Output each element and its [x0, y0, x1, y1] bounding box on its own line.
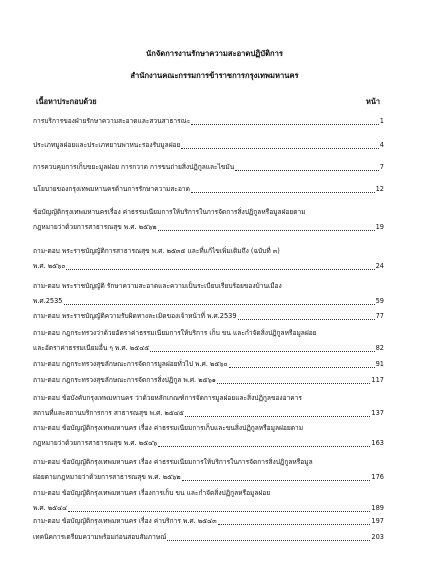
toc-entry-text: พ.ศ.2535	[33, 297, 63, 305]
dot-leader	[158, 230, 375, 231]
toc-entry	[33, 309, 384, 324]
toc-entry	[33, 160, 384, 175]
toc-entry	[33, 486, 384, 516]
toc-page-number: 12	[375, 185, 384, 193]
toc-entry-text: เทคนิคการเตรียมความพร้อมก่อนสอบสัมภาษณ์	[33, 533, 167, 541]
toc-entry-text: ถาม-ตอบ ข้อบังคับกรุงเทพมหานคร ว่าด้วยหลักเกณฑ์การจัดการมูลฝอยและสิ่งปฏิกูลของอาคาร	[33, 394, 302, 402]
toc-entry	[33, 326, 384, 356]
toc-entry-text: ถาม-ตอบ ข้อบัญญัติกรุงเทพมหานคร เรื่อง ค่าบริการ พ.ศ. ๒๕๔๓	[33, 517, 217, 525]
toc-entry-text: ถาม-ตอบ ข้อบัญญัติกรุงเทพมหานคร เรื่องการเก็บ ขน และกำจัดสิ่งปฏิกูลหรือมูลฝอย	[33, 489, 271, 497]
toc-page-number: 176	[371, 473, 384, 481]
toc-entry	[33, 391, 384, 421]
dot-leader	[167, 540, 370, 541]
toc-entry	[33, 114, 384, 129]
toc-entry-text: ข้อบัญญัติกรุงเทพมหานครเรื่อง ค่าธรรมเนียมการให้บริการในการจัดการสิ่งปฏิกูลหรือมูลฝอยตาม	[33, 208, 306, 216]
dot-leader	[238, 319, 375, 320]
toc-entry	[33, 373, 384, 388]
toc-entry-text: และอัตราค่าธรรมเนียมอื่น ๆ พ.ศ. ๒๕๔๕	[33, 344, 150, 352]
document-subtitle: สำนักงานคณะกรรมการข้าราชการกรุงเทพมหานคร	[130, 71, 299, 80]
dot-leader	[217, 383, 370, 384]
toc-entry	[33, 421, 384, 451]
dot-leader	[185, 416, 371, 417]
dot-leader	[150, 351, 374, 352]
toc-entry-text: กฎหมายว่าด้วยการสาธารณสุข พ.ศ. ๒๕๔๖	[33, 439, 158, 447]
toc-entry	[33, 530, 384, 545]
toc-entry	[33, 205, 384, 235]
toc-page-number: 189	[371, 504, 384, 512]
dot-leader	[182, 480, 371, 481]
toc-entry-text: ถาม-ตอบ กฎกระทรวงสุขลักษณะการจัดการมูลฝอยทั่วไป พ.ศ. ๒๕๖๐	[33, 360, 228, 368]
toc-page-number: 77	[375, 312, 384, 320]
toc-page-number: 137	[371, 409, 384, 417]
dot-leader	[66, 269, 374, 270]
toc-entry-text: การควบคุมการเก็บขยะมูลฝอย การกวาด การขนถ่ายสิ่งปฏิกูลและไขมัน	[33, 163, 235, 171]
toc-entry	[33, 138, 384, 153]
toc-page-number: 197	[371, 517, 384, 525]
toc-page-number: 7	[379, 163, 384, 171]
toc-entry-text: พ.ศ. ๒๕๔๔	[33, 504, 68, 512]
toc-page-number: 163	[371, 439, 384, 447]
document-title: นักจัดการงานรักษาความสะอาดปฏิบัติการ	[146, 49, 283, 58]
toc-entry-text: ถาม-ตอบ พระราชบัญญัติความรับผิดทางละเมิดของเจ้าหน้าที่ พ.ศ.2539	[33, 312, 237, 320]
dot-leader	[218, 524, 371, 525]
page-column-heading: หน้า	[366, 97, 381, 106]
toc-page-number: 203	[371, 533, 384, 541]
toc-entry	[33, 182, 384, 197]
toc-entry-text: พ.ศ. ๒๕๖๐	[33, 262, 66, 270]
dot-leader	[191, 192, 375, 193]
toc-entry-text: ถาม-ตอบ พระราชบัญญัติ รักษาความสะอาดและความเป็นระเบียบเรียบร้อยของบ้านเมือง	[33, 282, 282, 290]
toc-entry-text: สถานที่และสถานบริการการ สาธารณสุข พ.ศ. ๒๕๔๕	[33, 409, 184, 417]
toc-page-number: 59	[375, 297, 384, 305]
toc-entry	[33, 514, 384, 529]
dot-leader	[64, 304, 375, 305]
contents-heading: เนื้อหาประกอบด้วย	[36, 97, 97, 106]
toc-page-number: 91	[375, 360, 384, 368]
toc-page-number: 1	[379, 117, 384, 125]
toc-entry-text: การบริการของฝ่ายรักษาความสะอาดและสวนสาธารณะ	[33, 117, 191, 125]
toc-entry-text: ประเภทมูลฝอยและประเภทยานพาหนะรองรับมูลฝอย	[33, 141, 181, 149]
dot-leader	[191, 124, 379, 125]
toc-entry-text: นโยบายของกรุงเทพมหานครด้านการรักษาความสะอาด	[33, 185, 190, 193]
toc-entry	[33, 244, 384, 274]
dot-leader	[158, 446, 370, 447]
toc-page-number: 24	[375, 262, 384, 270]
toc-entry	[33, 455, 384, 485]
toc-entry-text: ถาม-ตอบ กฎกระทรวงว่าด้วยอัตราค่าธรรมเนียมการให้บริการ เก็บ ขน และกำจัดสิ่งปฏิกูลหรือมูลฝอย	[33, 329, 317, 337]
toc-entry-text: ถาม-ตอบ กฎกระทรวงสุขลักษณะการจัดการสิ่งปฏิกูล พ.ศ. ๒๕๖๑	[33, 376, 216, 384]
toc-page-number: 82	[375, 344, 384, 352]
toc-entry-text: ถาม-ตอบ ข้อบัญญัติกรุงเทพมหานคร เรื่อง ค่าธรรมเนียมการให้บริการในการจัดการสิ่งปฏิกูลหรือมูล	[33, 458, 313, 466]
dot-leader	[229, 367, 375, 368]
toc-entry-text: ฝอยตามกฎหมายว่าด้วยการสาธารณสุข พ.ศ. ๒๕๖๒	[33, 473, 181, 481]
dot-leader	[68, 511, 370, 512]
toc-page-number: 117	[371, 376, 384, 384]
dot-leader	[235, 170, 379, 171]
toc-entry	[33, 357, 384, 372]
toc-entry	[33, 279, 384, 309]
toc-page-number: 19	[375, 223, 384, 231]
toc-entry-text: ถาม-ตอบ ข้อบัญญัติกรุงเทพมหานคร เรื่อง ค่าธรรมเนียมการเก็บและขนสิ่งปฏิกูลหรือมูลฝอยตาม	[33, 424, 304, 432]
dot-leader	[181, 148, 378, 149]
toc-page-number: 4	[379, 141, 384, 149]
toc-entry-text: กฎหมายว่าด้วยการสาธารณสุข พ.ศ. ๒๕๖๒	[33, 223, 157, 231]
toc-entry-text: ถาม-ตอบ พระราชบัญญัติการสาธารณสุข พ.ศ. ๒๕๓๕ และที่แก้ไขเพิ่มเติมถึง (ฉบับที่ ๓)	[33, 247, 280, 255]
